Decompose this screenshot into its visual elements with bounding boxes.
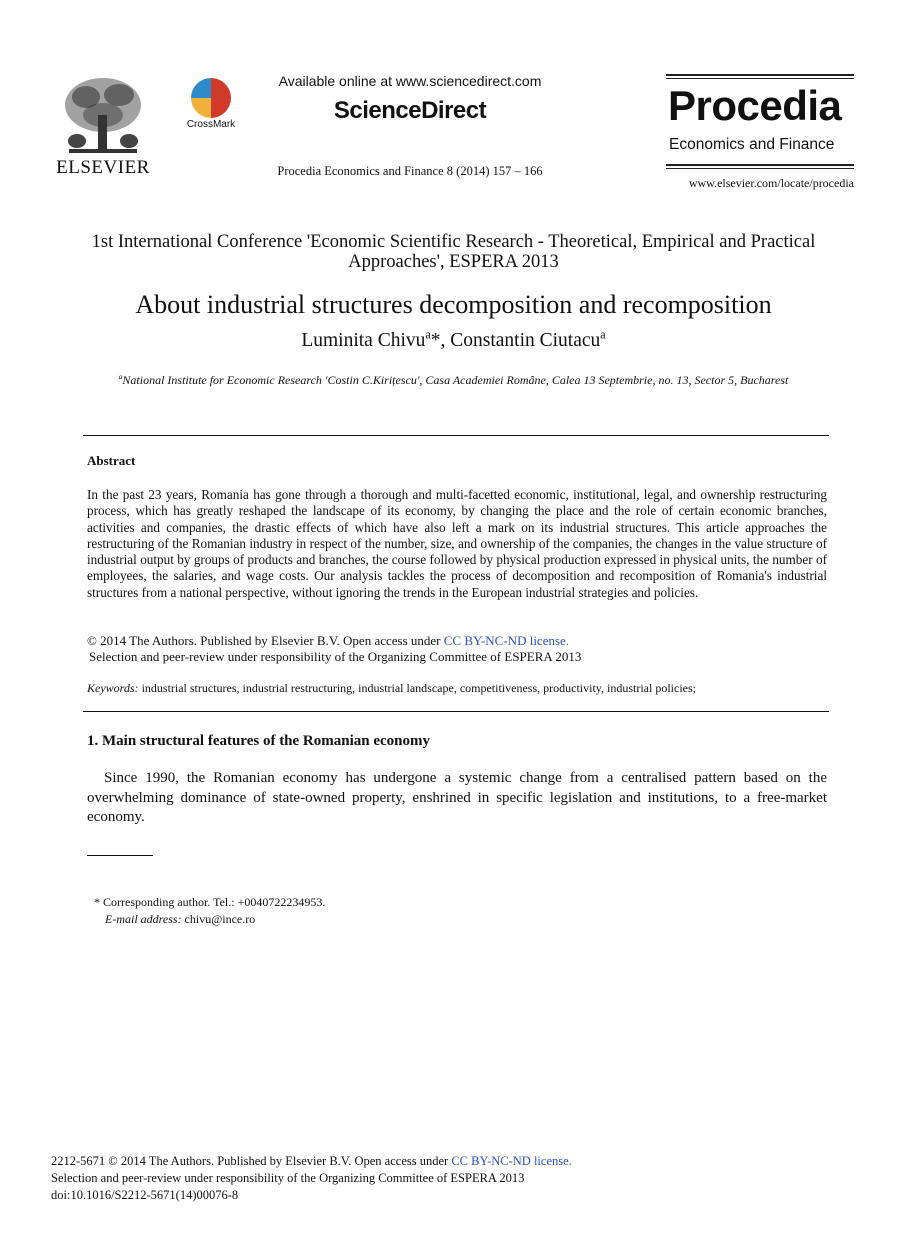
affiliation-mark: a [118, 372, 123, 381]
affiliation-mark: a [600, 327, 606, 342]
divider-bottom [83, 711, 829, 712]
keywords-text: industrial structures, industrial restructuring, industrial landscape, competitiveness, productivity, industrial policies; [138, 681, 696, 695]
copyright-line [87, 633, 569, 649]
procedia-subtitle: Economics and Finance [669, 136, 835, 153]
author-name: Luminita Chivu [301, 330, 426, 351]
footer-copyright-text: 2212-5671 © 2014 The Authors. Published by Elsevier B.V. Open access under [51, 1154, 452, 1168]
footnote-corresponding [94, 895, 325, 910]
email-address[interactable]: chivu@ince.ro [181, 912, 256, 926]
footer-peer-review: Selection and peer-review under responsibility of the Organizing Committee of ESPERA 2013 [51, 1171, 525, 1185]
procedia-url-link[interactable]: www.elsevier.com/locate/procedia [688, 176, 854, 190]
elsevier-logo [55, 75, 151, 179]
available-online-text: Available online at www.sciencedirect.com [278, 73, 542, 89]
journal-citation: Procedia Economics and Finance 8 (2014) 157 – 166 [277, 164, 543, 178]
abstract-heading: Abstract [87, 453, 136, 468]
divider-top [83, 435, 829, 436]
procedia-bottom-rule-thin [666, 168, 854, 169]
footer-copyright [51, 1154, 572, 1169]
footnote-rule [87, 855, 153, 856]
crossmark-label: CrossMark [186, 119, 236, 130]
abstract-text: In the past 23 years, Romania has gone through a thorough and multi-facetted economic, institutional, legal, and ownership restructuring process, which has greatly reshaped the landscape of its economy, by changing the place and the role of certain economic branches, activities and companies, the drastic effects of which have also left a mark on its industrial structures. This article approaches the restructuring of the Romanian industry in respect of the number, size, and ownership of the companies, the changes in the value structure of industrial output by groups of products and branches, the course followed by physical production expressed in physical units, the number of employees, the salaries, and wage costs. Our analysis tackles the process of decomposition and recomposition of Romania's industrial structures from a national perspective, without ignoring the trends in the European industrial strategies and policies. [87, 487, 827, 600]
footnote-email [105, 912, 255, 927]
affiliation [60, 373, 847, 388]
author-list [60, 327, 847, 352]
peer-review-line: Selection and peer-review under responsibility of the Organizing Committee of ESPERA 2013 [89, 649, 582, 664]
paper-title: About industrial structures decomposition and recomposition [135, 290, 772, 319]
elsevier-tree-icon [61, 75, 145, 157]
procedia-title: Procedia [668, 82, 842, 129]
keywords-line [87, 681, 827, 696]
affiliation-text: National Institute for Economic Research 'Costin C.Kirițescu', Casa Academiei Române, Calea 13 Septembrie, no. 13, Sector 5, Bucharest [122, 373, 789, 387]
section-heading: 1. Main structural features of the Romanian economy [87, 733, 431, 749]
license-link[interactable]: CC BY-NC-ND license. [443, 633, 570, 648]
footer-license-link[interactable]: CC BY-NC-ND license. [451, 1154, 572, 1168]
procedia-logo [666, 74, 854, 194]
body-paragraph: Since 1990, the Romanian economy has undergone a systemic change from a centralised pattern based on the overwhelming dominance of state-owned property, enshrined in specific legislation and institutions, to a free-market economy. [87, 770, 827, 825]
elsevier-wordmark: ELSEVIER [56, 157, 150, 178]
corresponding-star[interactable]: * [430, 330, 441, 351]
crossmark-icon [191, 78, 231, 118]
keywords-label: Keywords: [87, 681, 139, 695]
author-name: Constantin Ciutacu [450, 330, 601, 351]
copyright-text: © 2014 The Authors. Published by Elsevier B.V. Open access under [87, 633, 444, 648]
procedia-bottom-rule [666, 164, 854, 166]
affiliation-mark: a [425, 327, 431, 342]
footer-doi[interactable]: doi:10.1016/S2212-5671(14)00076-8 [51, 1188, 239, 1202]
procedia-top-rule-thin [666, 78, 854, 79]
email-label: E-mail address: [105, 912, 182, 926]
footnote-star: * [94, 895, 100, 909]
author-separator: , [440, 330, 451, 351]
footnote-corresponding-text: Corresponding author. Tel.: +0040722234953. [100, 895, 326, 909]
sciencedirect-title: ScienceDirect [333, 97, 487, 124]
procedia-top-rule [666, 74, 854, 76]
conference-name: 1st International Conference 'Economic Scientific Research - Theoretical, Empirical and Practical Approaches', ESPERA 2013 [91, 232, 816, 272]
